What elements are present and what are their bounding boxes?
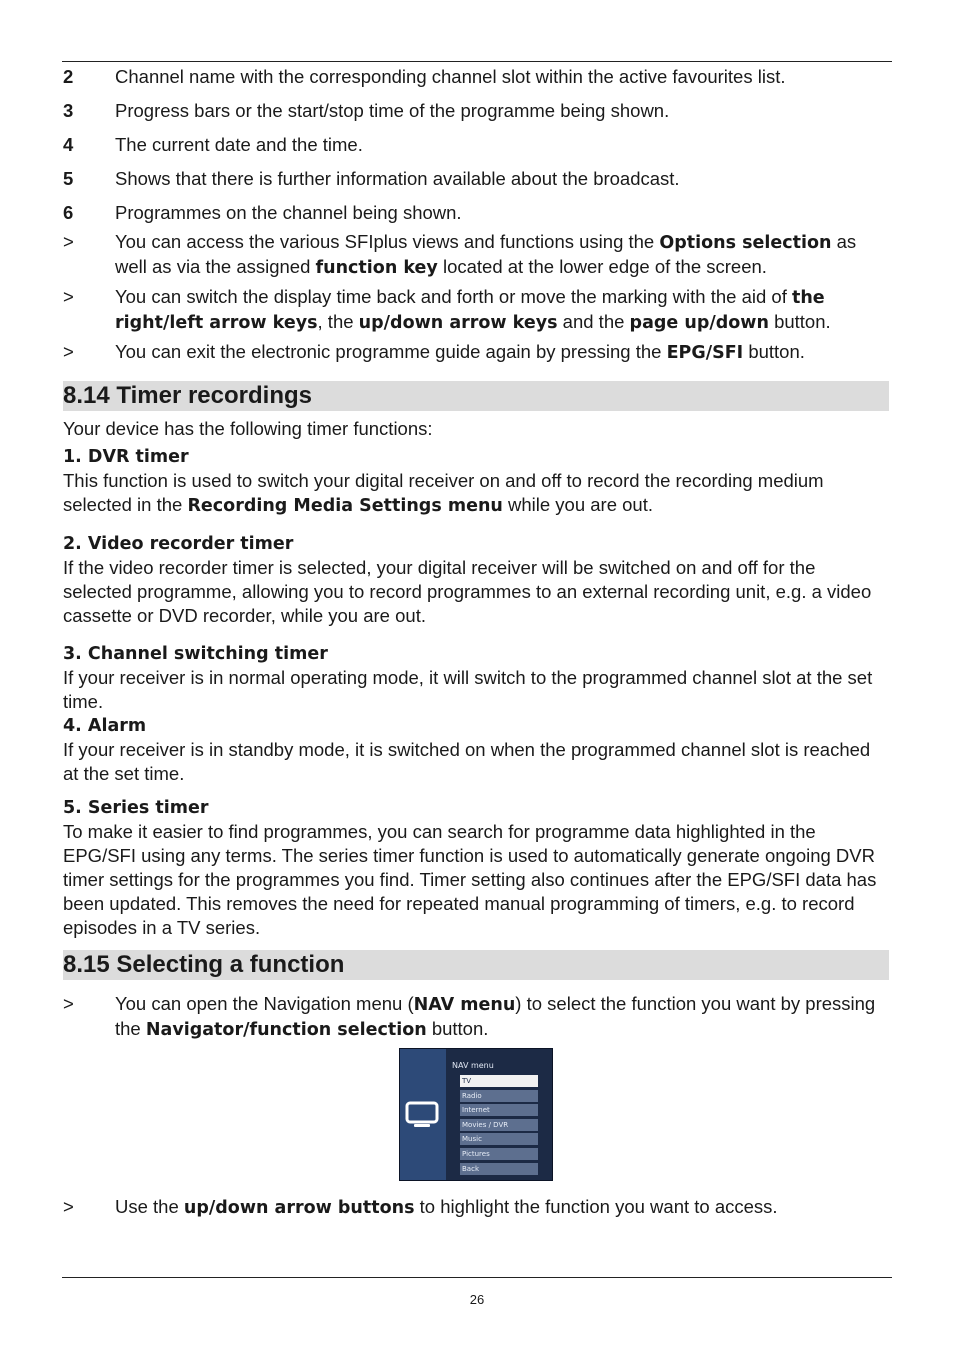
- page-number: 26: [469, 1292, 485, 1307]
- list-item: [63, 133, 889, 157]
- bullet-arrow-keys: [63, 285, 889, 335]
- item-number: 2: [63, 66, 74, 87]
- section-heading-selecting-function: 8.15 Selecting a function: [63, 950, 889, 980]
- item-text: Channel name with the corresponding channel slot within the active favourites list.: [115, 66, 786, 87]
- bullet-text: You can access the various SFIplus views and functions using the Options selection as well as via the assigned function key located at the lower edge of the screen.: [115, 231, 857, 278]
- item-text: Programmes on the channel being shown.: [115, 202, 462, 223]
- subheading-dvr-timer: 1. DVR timer: [63, 447, 189, 467]
- bullet-up-down-arrows: [63, 1195, 889, 1220]
- bullet-marker: >: [63, 1196, 74, 1217]
- nav-menu-figure: [63, 1048, 889, 1181]
- paragraph-video-recorder-timer: If the video recorder timer is selected, your digital receiver will be switched on and off for the selected programme, allowing you to record programmes to an external recording unit, e.g. a video cassette or DVD recorder, while you are out.: [63, 557, 872, 626]
- bullet-text: You can exit the electronic programme guide again by pressing the EPG/SFI button.: [115, 341, 805, 363]
- nav-menu-item-radio: Radio: [460, 1090, 538, 1102]
- bullet-marker: >: [63, 341, 74, 362]
- tv-icon: [405, 1101, 439, 1135]
- subheading-alarm: 4. Alarm: [63, 716, 147, 736]
- item-number: 6: [63, 202, 74, 223]
- bullet-epg-exit: [63, 340, 889, 365]
- bullet-text: You can open the Navigation menu (NAV menu) to select the function you want by pressing the Navigator/function selection button.: [115, 993, 876, 1040]
- document-page: [63, 65, 889, 1230]
- list-item: [63, 167, 889, 191]
- nav-menu-item-movies-dvr: Movies / DVR: [460, 1119, 538, 1131]
- nav-menu-item-internet: Internet: [460, 1104, 538, 1116]
- paragraph-alarm: If your receiver is in standby mode, it is switched on when the programmed channel slot is reached at the set time.: [63, 739, 871, 784]
- bullet-text: You can switch the display time back and forth or move the marking with the aid of the right/left arrow keys, the up/down arrow keys and the page up/down button.: [115, 286, 831, 333]
- item-number: 5: [63, 168, 74, 189]
- list-item: [63, 65, 889, 89]
- bullet-marker: >: [63, 231, 74, 252]
- item-number: 4: [63, 134, 74, 155]
- subheading-video-recorder-timer: 2. Video recorder timer: [63, 534, 294, 554]
- top-rule: [62, 61, 892, 62]
- paragraph-series-timer: To make it easier to find programmes, you can search for programme data highlighted in the EPG/SFI using any terms. The series timer function is used to automatically generate ongoing DVR timer settings for the programmes you find. Timer setting also continues after the EPG/SFI data has been updated. This removes the need for repeated manual programming of timers, e.g. to record episodes in a TV series.: [63, 821, 877, 938]
- nav-menu-title: NAV menu: [452, 1061, 494, 1070]
- subheading-series-timer: 5. Series timer: [63, 798, 209, 818]
- nav-menu-item-music: Music: [460, 1133, 538, 1145]
- subheading-channel-switching-timer: 3. Channel switching timer: [63, 644, 328, 664]
- item-text: Progress bars or the start/stop time of the programme being shown.: [115, 100, 670, 121]
- bullet-text: Use the up/down arrow buttons to highlight the function you want to access.: [115, 1196, 778, 1218]
- bullet-marker: >: [63, 993, 74, 1014]
- nav-menu-item-pictures: Pictures: [460, 1148, 538, 1160]
- list-item: [63, 99, 889, 123]
- bottom-rule: [62, 1277, 892, 1278]
- section-intro: Your device has the following timer functions:: [63, 418, 433, 439]
- bullet-nav-menu: [63, 992, 889, 1042]
- section-heading-timer-recordings: 8.14 Timer recordings: [63, 381, 889, 411]
- bullet-marker: >: [63, 286, 74, 307]
- list-item: [63, 201, 889, 225]
- item-text: Shows that there is further information available about the broadcast.: [115, 168, 680, 189]
- paragraph-dvr-timer: This function is used to switch your digital receiver on and off to record the recording medium selected in the Recording Media Settings menu while you are out.: [63, 470, 824, 516]
- nav-menu-list: [460, 1075, 538, 1177]
- bullet-options-selection: [63, 230, 889, 280]
- item-text: The current date and the time.: [115, 134, 363, 155]
- nav-menu-item-tv: TV: [460, 1075, 538, 1087]
- paragraph-channel-switching-timer: If your receiver is in normal operating mode, it will switch to the programmed channel slot at the set time.: [63, 667, 873, 712]
- nav-menu-item-back: Back: [460, 1163, 538, 1175]
- nav-menu-screenshot: [399, 1048, 553, 1181]
- item-number: 3: [63, 100, 74, 121]
